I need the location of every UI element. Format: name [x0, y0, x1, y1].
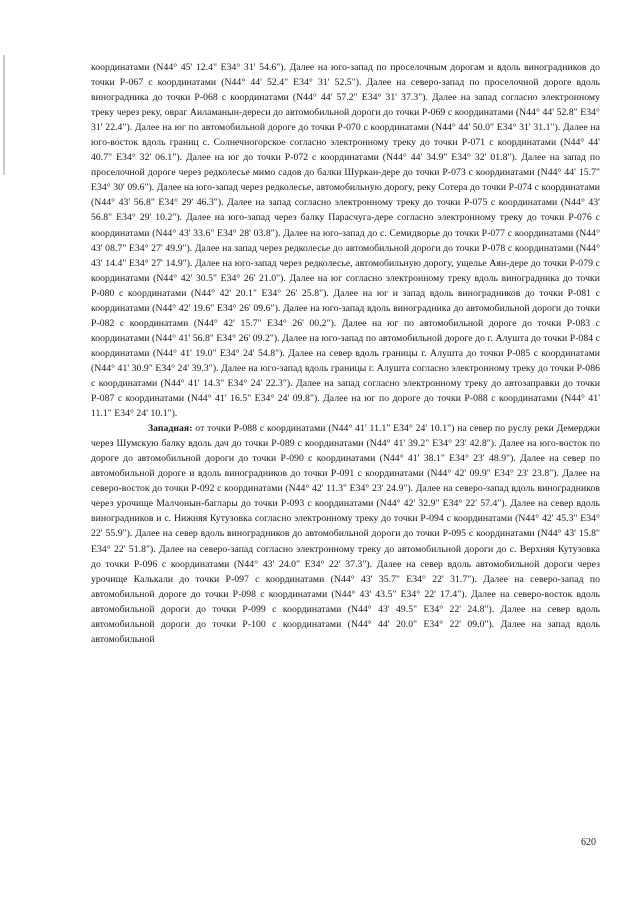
document-page [91, 60, 600, 840]
paragraph-route-west [91, 421, 600, 647]
page-number: 620 [581, 837, 596, 848]
paragraph-route-east: координатами (N44° 45' 12.4" E34° 31' 54.6"). Далее на юго-запад по проселочным дорогам и вдоль виноградников до точки Р-067 с координатами (N44° 44' 52.4" E34° 31' 52.5"). Далее на северо-запад по проселочной дороге вдоль виноградника до точки Р-068 с координатами (N44° 44' 57.2" E34° 31' 37.3"). Далее на запад согласно электронному треку через реку, овраг Аиламанын-дереси до автомобильной дороги до точки Р-069 с координатами (N44° 44' 52.8" E34° 31' 22.4"). Далее на юг по автомобильной дороге до точки Р-070 с координатами (N44° 44' 50.0" E34° 31' 31.1"). Далее на юго-восток вдоль границ с. Солнечногорское согласно электронному треку до точки Р-071 с координатами (N44° 44' 40.7" E34° 32' 06.1"). Далее на юг до точки Р-072 с координатами (N44° 44' 34.9" E34° 32' 01.8"). Далее на запад по проселочной дороге через редколесье мимо садов до балки Шуркан-дере до точки Р-073 с координатами (N44° 44' 15.7" E34° 30' 09.6"). Далее на юго-запад через редколесье, автомобильную дорогу, реку Сотера до точки Р-074 с координатами (N44° 43' 56.8" E34° 29' 46.3"). Далее на запад согласно электронному треку до точки Р-075 с координатами (N44° 43' 56.8" E34° 29' 10.2"). Далее на юго-запад через балку Парасчуга-дере согласно электронному треку до точки Р-076 с координатами (N44° 43' 33.6" E34° 28' 03.8"). Далее на юго-запад до с. Семидворье до точки Р-077 с координатами (N44° 43' 08.7" E34° 27' 49.9"). Далее на запад через редколесье до автомобильной дороги до точки Р-078 с координатами (N44° 43' 14.4" E34° 27' 14.9"). Далее на юго-запад через редколесье, автомобильную дорогу, ущелье Аян-дере до точки Р-079 с координатами (N44° 42' 30.5" E34° 26' 21.0"). Далее на юг согласно электронному треку вдоль виноградника до точки Р-080 с координатами (N44° 42' 20.1" E34° 26' 25.8"). Далее на юг и запад вдоль виноградников до точки Р-081 с координатами (N44° 42' 19.6" E34° 26' 09.6"). Далее на юго-запад вдоль виноградника до автомобильной дороги до точки Р-082 с координатами (N44° 42' 15.7" E34° 26' 00.2"). Далее на юг по автомобильной дороге до точки Р-083 с координатами (N44° 41' 56.8" E34° 26' 09.2"). Далее на юго-запад по автомобильной дороге до г. Алушта до точки Р-084 с координатами (N44° 41' 19.0" E34° 24' 54.8"). Далее на север вдоль границы г. Алушта до точки Р-085 с координатами (N44° 41' 30.9" E34° 24' 39.3"). Далее на юго-запад вдоль границы г. Алушта согласно электронному треку до точки Р-086 с координатами (N44° 41' 14.3" E34° 24' 22.3"). Далее на запад согласно электронному треку до автозаправки до точки Р-087 с координатами (N44° 41' 16.5" E34° 24' 09.8"). Далее на юг по дороге до точки Р-088 с координатами (N44° 41' 11.1" E34° 24' 10.1"). [91, 62, 600, 420]
section-lead-west: Западная: [148, 423, 193, 435]
paragraph-west-text: от точки Р-088 с координатами (N44° 41' 11.1" E34° 24' 10.1") на север по руслу реки Демерджи через Шумскую балку вдоль дач до точки Р-089 с координатами (N44° 41' 39.2" E34° 23' 42.8"). Далее на юго-восток по дороге до автомобильной дороги до точки Р-090 с координатами (N44° 41' 38.1" E34° 23' 48.9"). Далее на север по автомобильной дороге и вдоль виноградников до точки Р-091 с координатами (N44° 42' 09.9" E34° 23' 23.8"). Далее на северо-восток до точки Р-092 с координатами (N44° 42' 11.3" E34° 23' 24.9"). Далее на северо-запад вдоль виноградников через урочище Малчонын-баглары до точки Р-093 с координатами (N44° 42' 32.9" E34° 22' 57.4"). Далее на север вдоль виноградников и с. Нижняя Кутузовка согласно электронному треку до точки Р-094 с координатами (N44° 42' 45.3" E34° 22' 55.9"). Далее на север вдоль виноградников до автомобильной дороги до точки Р-095 с координатами (N44° 43' 15.8" E34° 22' 51.8"). Далее на северо-запад согласно электронному треку до автомобильной дороги до с. Верхняя Кутузовка до точки Р-096 с координатами (N44° 43' 24.0" E34° 22' 37.3"). Далее на север вдоль автомобильной дороги через урочище Калькали до точки Р-097 с координатами (N44° 43' 35.7" E34° 22' 31.7"). Далее на северо-запад по автомобильной дороге до точки Р-098 с координатами (N44° 43' 43.5" E34° 22' 17.4"). Далее на северо-восток вдоль автомобильной дороги до точки Р-099 с координатами (N44° 43' 49.5" E34° 22' 24.8"). Далее на север вдоль автомобильной дороги до точки Р-100 с координатами (N44° 44' 20.0" E34° 22' 09.0"). Далее на запад вдоль автомобильной [91, 423, 600, 645]
scan-edge-mark [3, 55, 5, 175]
